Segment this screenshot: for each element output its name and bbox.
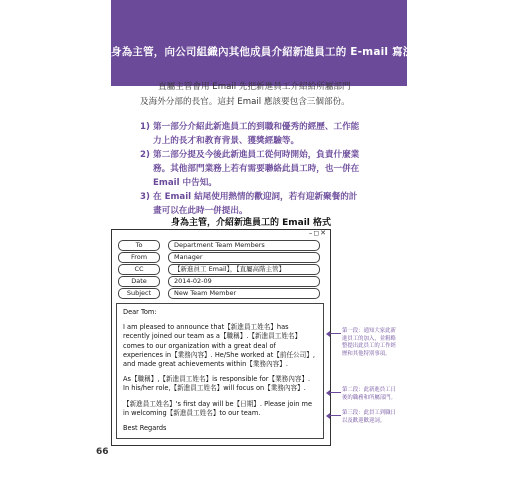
points-list (140, 120, 362, 218)
point-text: 第一部分介紹此新進員工的到職和優秀的經歷、工作能力上的長才和教育背景、獲獎經驗等。 (153, 122, 360, 146)
point-item (140, 148, 362, 190)
annotation-note-1: 第一段：通知大家此新進員工的加入，並粗略整提出此員工的工作經歷和其他特別事項。 (342, 328, 396, 357)
date-field[interactable]: 2014-02-09 (168, 276, 320, 287)
email-paragraph-1: I am pleased to announce that【新進員工姓名】has recently joined our team as a【職稱】.【新進員工姓名】comes to our organization with a great deal of experiences in【業務內容】. He/She worked at【前任公司】, and made great achievements within【業務內容】. (123, 323, 315, 369)
point-number: 2) (140, 150, 150, 160)
point-text: 在 Email 結尾使用熱情的歡迎詞，若有迎新聚餐的計畫可以在此時一併提出。 (153, 192, 358, 216)
intro-line-2: 及海外分部的長官。這封 Email 應該要包含三個部份。 (140, 97, 350, 107)
annotation-note-3: 第三段：此員工到職日以及歡迎歡迎詞。 (342, 410, 396, 424)
to-label: To (118, 240, 160, 251)
from-field[interactable]: Manager (168, 252, 320, 263)
cc-row (118, 264, 321, 274)
annotation-note-2: 第二段：此新進員工日後的職務和所屬部門。 (342, 387, 396, 401)
date-label: Date (118, 276, 160, 287)
title-banner (111, 0, 414, 86)
subject-row (118, 288, 321, 298)
arrow-icon (329, 415, 341, 416)
subject-field[interactable]: New Team Member (168, 288, 320, 299)
email-paragraph-3: 【新進員工姓名】's first day will be【日期】. Please join me in welcoming【新進員工姓名】to our team. (123, 399, 313, 417)
point-text: 第二部分提及今後此新進員工從何時開始，負責什麼業務。其他部門業務上若有需要聯絡此員工時，也一併在 Email 中告知。 (153, 150, 360, 188)
point-item (140, 190, 362, 218)
cc-field[interactable]: 【新進員工 Email】，【直屬高階主管】 (168, 264, 320, 275)
section-subheading: 身為主管，介紹新進員工的 Email 格式 (170, 218, 332, 228)
email-window (111, 229, 331, 446)
arrow-icon (329, 333, 341, 334)
point-item (140, 120, 362, 148)
window-controls-icon[interactable]: –◻✕ (308, 229, 327, 237)
intro-line-1: 直屬主管會用 Email 先把新進員工介紹給所屬部門 (158, 82, 351, 92)
email-greeting: Dear Tom: (123, 308, 157, 316)
from-row (118, 252, 321, 262)
point-number: 1) (140, 122, 150, 132)
page-number: 66 (96, 447, 109, 457)
intro-paragraph (140, 80, 362, 110)
email-closing: Best Regards (123, 424, 167, 433)
date-row (118, 276, 321, 286)
email-body[interactable] (116, 303, 324, 439)
to-field[interactable]: Department Team Members (168, 240, 320, 251)
to-row (118, 240, 321, 250)
email-paragraph-2: As【職稱】,【新進員工姓名】is responsible for【業務內容】. In his/her role,【新進員工姓名】will focus on【業務內容】. (123, 375, 311, 393)
point-number: 3) (140, 192, 150, 202)
subject-label: Subject (118, 288, 160, 299)
arrow-icon (329, 392, 341, 393)
from-label: From (118, 252, 160, 263)
page-title: 身為主管，向公司組織內其他成員介紹新進員工的 E-mail 寫法 (111, 46, 414, 58)
cc-label: CC (118, 264, 160, 275)
